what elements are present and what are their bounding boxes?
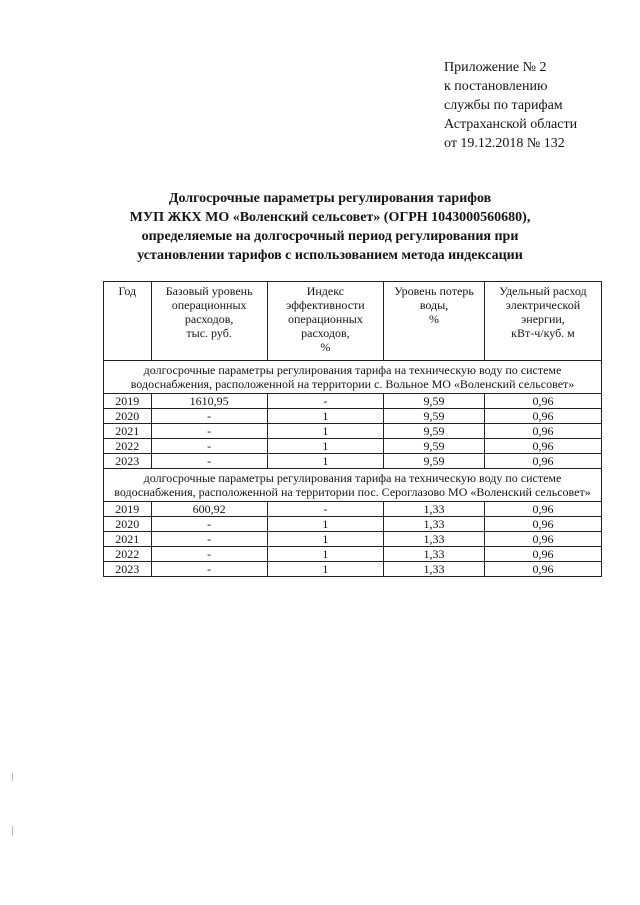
header-line: Базовый уровень <box>165 284 253 298</box>
cell-loss: 1,33 <box>384 547 485 562</box>
cell-index: - <box>267 394 383 409</box>
cell-loss: 1,33 <box>384 502 485 517</box>
cell-electricity: 0,96 <box>484 532 601 547</box>
cell-year: 2020 <box>104 409 152 424</box>
section-title-seroglazovo: долгосрочные параметры регулирования тарифа на техническую воду по системе водоснабжения, расположенной на территории пос. Сероглазово МО «Воленский сельсовет» <box>104 469 602 502</box>
header-line: воды, <box>419 298 449 312</box>
cell-loss: 1,33 <box>384 517 485 532</box>
title-line: МУП ЖКХ МО «Воленский сельсовет» (ОГРН 1043000560680), <box>129 210 531 225</box>
table-row <box>104 424 602 439</box>
cell-year: 2023 <box>104 454 152 469</box>
cell-base: 1610,95 <box>151 394 267 409</box>
cell-electricity: 0,96 <box>484 454 601 469</box>
header-line: Индекс <box>306 284 345 298</box>
cell-loss: 1,33 <box>384 562 485 577</box>
title-line: определяемые на долгосрочный период регулирования при <box>141 229 519 244</box>
header-line: тыс. руб. <box>186 326 232 340</box>
cell-loss: 9,59 <box>384 394 485 409</box>
cell-electricity: 0,96 <box>484 439 601 454</box>
cell-year: 2022 <box>104 547 152 562</box>
cell-electricity: 0,96 <box>484 424 601 439</box>
table-row <box>104 454 602 469</box>
cell-year: 2023 <box>104 562 152 577</box>
cell-year: 2021 <box>104 424 152 439</box>
cell-year: 2019 <box>104 502 152 517</box>
section-row <box>104 469 602 502</box>
cell-base: - <box>151 547 267 562</box>
header-line: % <box>429 312 440 326</box>
cell-index: 1 <box>267 547 383 562</box>
cell-base: - <box>151 424 267 439</box>
header-line: Год <box>118 284 137 298</box>
table-row <box>104 547 602 562</box>
header-line: Удельный расход <box>499 284 587 298</box>
cell-base: - <box>151 532 267 547</box>
section-row <box>104 361 602 394</box>
cell-index: 1 <box>267 409 383 424</box>
header-line: расходов, <box>184 312 234 326</box>
header-line: расходов, <box>301 326 350 340</box>
cell-year: 2020 <box>104 517 152 532</box>
cell-year: 2022 <box>104 439 152 454</box>
appendix-line: службы по тарифам <box>444 98 563 113</box>
appendix-block <box>444 58 624 153</box>
cell-index: 1 <box>267 532 383 547</box>
cell-base: - <box>151 409 267 424</box>
table-header-row <box>104 282 602 361</box>
cell-base: 600,92 <box>151 502 267 517</box>
title-line: установлении тарифов с использованием метода индексации <box>137 248 523 263</box>
cell-index: 1 <box>267 517 383 532</box>
cell-year: 2021 <box>104 532 152 547</box>
table-row <box>104 532 602 547</box>
table-row <box>104 562 602 577</box>
cell-base: - <box>151 562 267 577</box>
header-year <box>104 282 152 361</box>
cell-loss: 9,59 <box>384 424 485 439</box>
cell-electricity: 0,96 <box>484 547 601 562</box>
cell-base: - <box>151 439 267 454</box>
cell-base: - <box>151 517 267 532</box>
cell-loss: 1,33 <box>384 532 485 547</box>
appendix-line: к постановлению <box>444 79 548 94</box>
scan-margin-mark <box>12 773 13 781</box>
cell-index: 1 <box>267 562 383 577</box>
appendix-line: Приложение № 2 <box>444 60 547 75</box>
cell-electricity: 0,96 <box>484 394 601 409</box>
cell-electricity: 0,96 <box>484 562 601 577</box>
cell-index: 1 <box>267 424 383 439</box>
appendix-line: от 19.12.2018 № 132 <box>444 136 565 151</box>
header-line: кВт-ч/куб. м <box>511 326 575 340</box>
header-line: Уровень потерь <box>394 284 474 298</box>
header-line: энергии, <box>521 312 565 326</box>
tariff-parameters-table <box>103 281 602 577</box>
table-row <box>104 409 602 424</box>
cell-index: - <box>267 502 383 517</box>
table-row <box>104 394 602 409</box>
cell-index: 1 <box>267 439 383 454</box>
header-line: операционных <box>288 312 363 326</box>
header-water-loss <box>384 282 485 361</box>
cell-year: 2019 <box>104 394 152 409</box>
cell-electricity: 0,96 <box>484 409 601 424</box>
header-base-expenses <box>151 282 267 361</box>
cell-loss: 9,59 <box>384 409 485 424</box>
header-electricity-consumption <box>484 282 601 361</box>
cell-index: 1 <box>267 454 383 469</box>
scan-margin-mark <box>12 826 13 836</box>
header-line: эффективности <box>286 298 365 312</box>
cell-loss: 9,59 <box>384 454 485 469</box>
cell-electricity: 0,96 <box>484 517 601 532</box>
header-line: операционных <box>171 298 247 312</box>
header-efficiency-index <box>267 282 383 361</box>
cell-base: - <box>151 454 267 469</box>
section-title-volnoe: долгосрочные параметры регулирования тарифа на техническую воду по системе водоснабжения, расположенной на территории с. Вольное МО «Воленский сельсовет» <box>104 361 602 394</box>
header-line: электрической <box>505 298 581 312</box>
cell-electricity: 0,96 <box>484 502 601 517</box>
table-row <box>104 439 602 454</box>
cell-loss: 9,59 <box>384 439 485 454</box>
table-row <box>104 517 602 532</box>
table-row <box>104 502 602 517</box>
document-title <box>80 189 580 265</box>
header-line: % <box>320 340 331 354</box>
appendix-line: Астраханской области <box>444 117 578 132</box>
title-line: Долгосрочные параметры регулирования тарифов <box>168 191 492 206</box>
